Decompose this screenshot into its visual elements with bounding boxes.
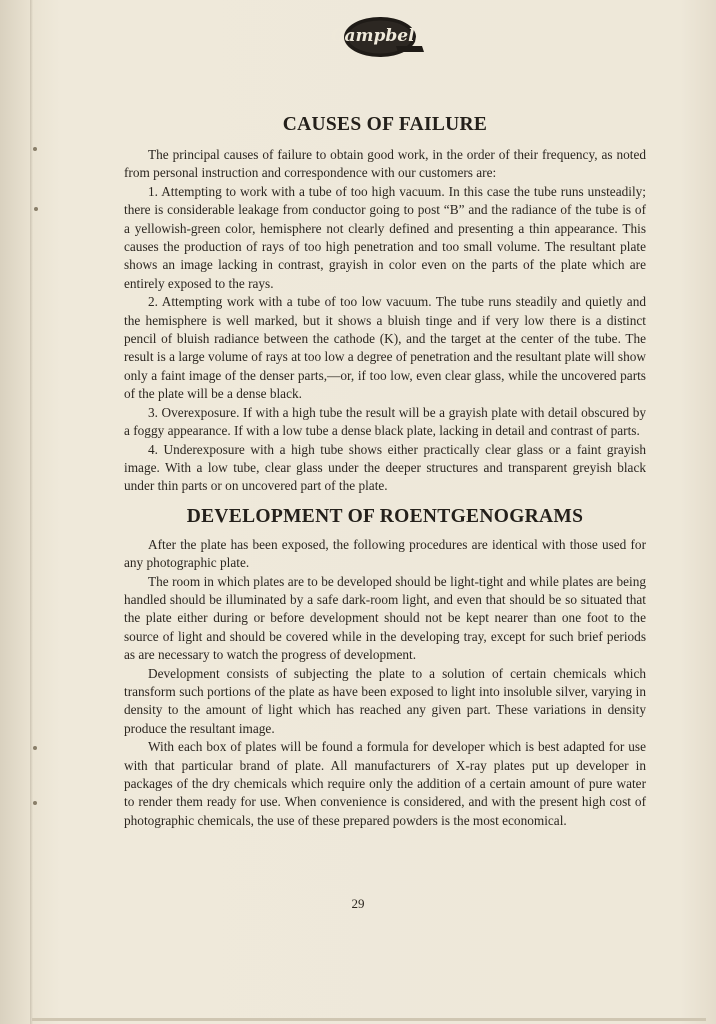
heading-development-of-roentgenograms: DEVELOPMENT OF ROENTGENOGRAMS	[186, 505, 584, 527]
paragraph: 4. Underexposure with a high tube shows either practically clear glass or a faint grayish image. With a low tube, clear glass under the deeper structures and transparent greyish black under thin parts or on uncovered part of the plate.	[124, 441, 646, 494]
paragraph: The principal causes of failure to obtain good work, in the order of their frequency, as noted from personal instruction and correspondence with our customers are:	[124, 147, 646, 181]
campbell-logo	[330, 12, 426, 62]
margin-speck	[34, 207, 38, 211]
paragraph: 3. Overexposure. If with a high tube the result will be a grayish plate with detail obscured by a foggy appearance. If with a low tube a dense black plate, lacking in detail and contrast of parts.	[124, 404, 646, 439]
paragraph: With each box of plates will be found a formula for developer which is best adapted for use with that particular brand of plate. All manufacturers of X-ray plates put up developer in packages of the dry chemicals which require only the addition of a certain amount of pure water to render them ready for use. When convenience is considered, and with the present high cost of photographic chemicals, the use of these prepared powders is the most economical.	[124, 739, 646, 828]
paragraph: Development consists of subjecting the plate to a solution of certain chemicals which transform such portions of the plate as have been exposed to light into insoluble silver, varying in density to the amount of light which has reached any given part. These variations in density produce the resultant image.	[124, 665, 646, 736]
margin-speck	[33, 147, 37, 151]
page-number: 29	[351, 896, 365, 911]
paragraph: 1. Attempting to work with a tube of too high vacuum. In this case the tube runs unsteadily; there is considerable leakage from conductor going to post “B” and the radiance of the tube is of a yellowish-green color, hemisphere not clearly defined and presenting a thin appearance. This causes the production of rays of too high penetration and too small volume. The resultant plate shows an image lacking in contrast, grayish in color even on the parts of the plate which are entirely exposed to the rays.	[124, 183, 646, 291]
page-spine-shadow	[30, 0, 33, 1024]
paragraph: 2. Attempting work with a tube of too low vacuum. The tube runs steadily and quietly and the hemisphere is well marked, but it shows a bluish tinge and if very low there is a distinct pencil of bluish radiance between the cathode (K), and the target at the center of the tube. The result is a large volume of rays at too low a degree of penetration and the resultant plate will show only a faint image of the denser parts,—or, if too low, even clear glass, while the uncovered parts of the plate will be a dense black.	[124, 294, 646, 402]
page-bottom-edge	[32, 1018, 706, 1021]
logo-text: Campbell	[330, 26, 422, 46]
paragraph: The room in which plates are to be developed should be light-tight and while plates are being handled should be illuminated by a safe dark-room light, and even that should be so situated that the plate either during or before development should not be kept nearer than one foot to the source of light and should be covered while in the developing tray, except for such brief periods as are necessary to watch the progress of development.	[124, 573, 646, 663]
margin-speck	[33, 801, 37, 805]
page-content	[124, 114, 646, 830]
paragraph: After the plate has been exposed, the following procedures are identical with those used for any photographic plate.	[124, 536, 646, 571]
heading-causes-of-failure: CAUSES OF FAILURE	[282, 114, 488, 135]
margin-speck	[33, 746, 37, 750]
